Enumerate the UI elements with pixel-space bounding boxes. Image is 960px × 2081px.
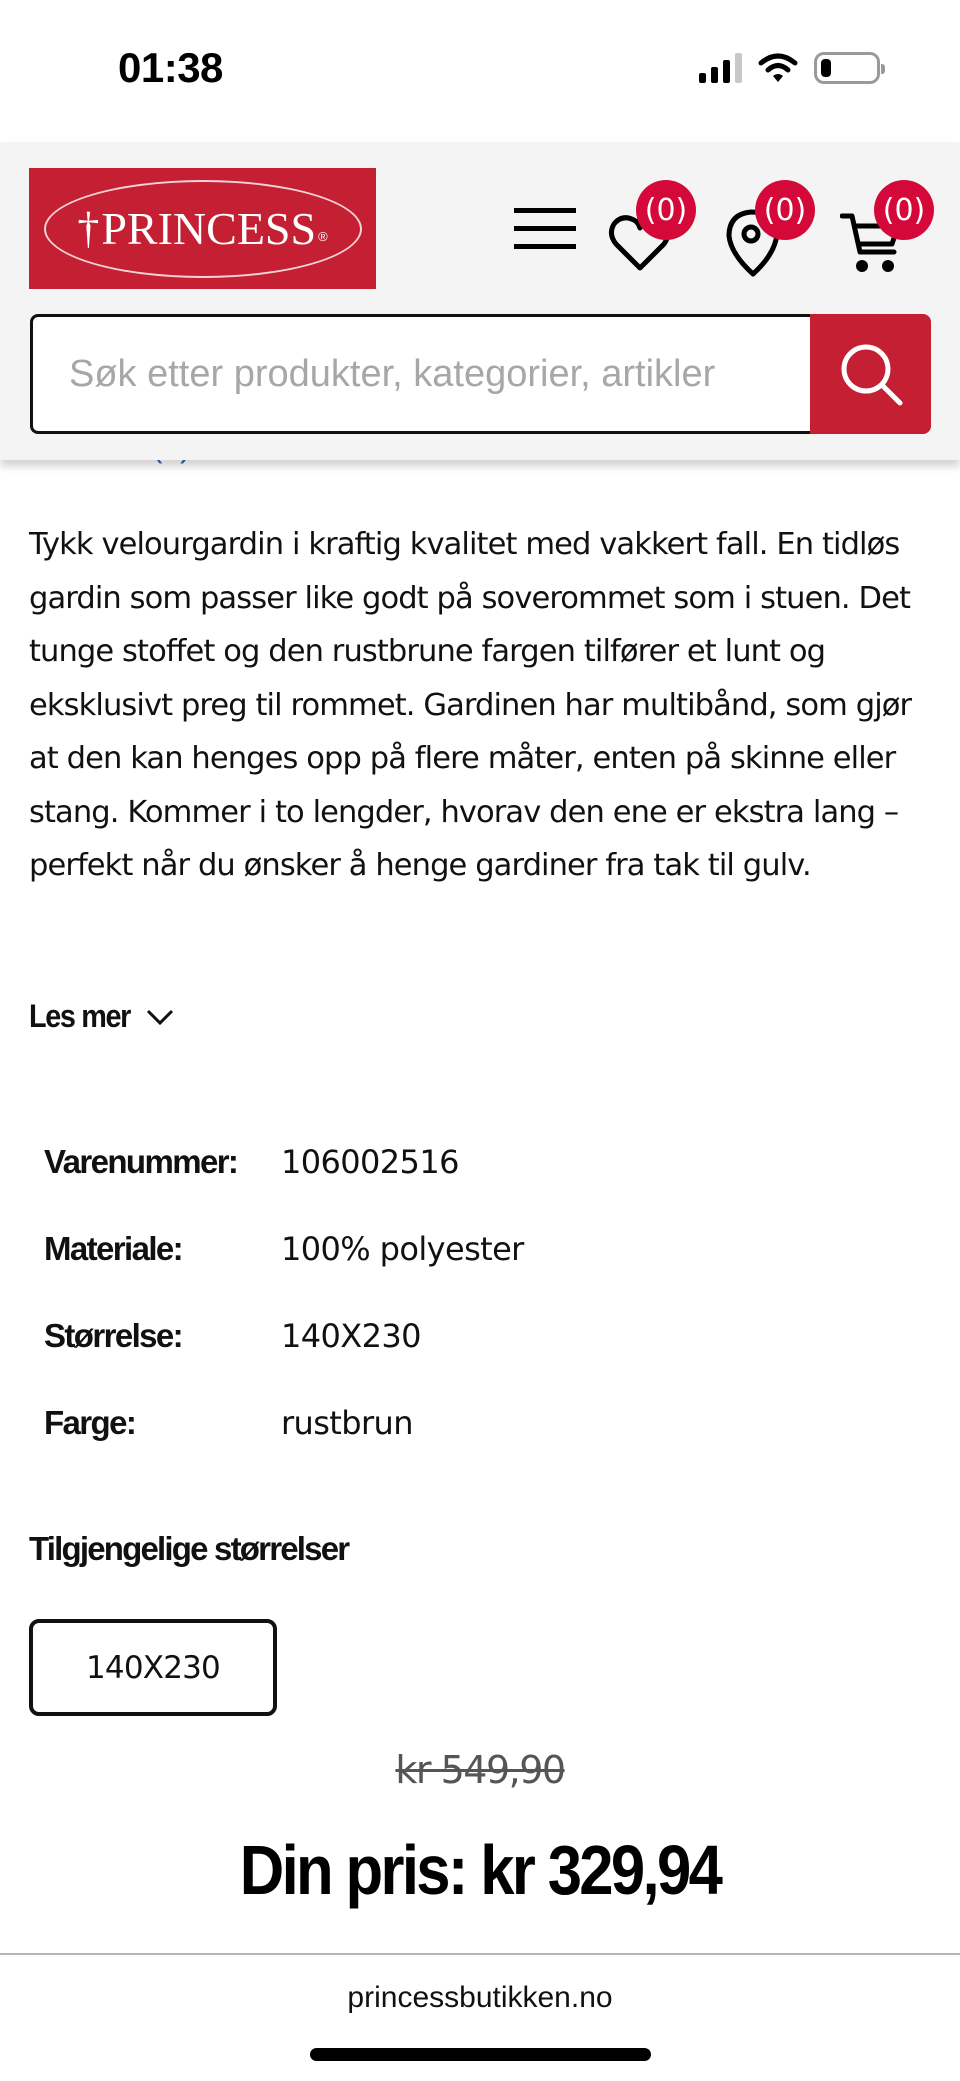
spec-label: Farge: [44, 1403, 136, 1441]
hamburger-menu-icon [514, 206, 578, 256]
status-time: 01:38 [118, 44, 223, 91]
logo-text: PRINCESS [101, 203, 317, 254]
menu-button[interactable] [510, 190, 590, 290]
logo-oval [44, 180, 362, 278]
search-button[interactable] [810, 314, 931, 434]
wishlist-count-badge: (0) [636, 180, 696, 240]
cart-count-badge: (0) [874, 180, 934, 240]
search-bar [30, 314, 931, 434]
spec-value: 140X230 [281, 1316, 421, 1355]
spec-label: Materiale: [44, 1229, 183, 1267]
store-locator-button[interactable] [725, 180, 805, 280]
spec-row-material [44, 1205, 904, 1292]
chevron-down-icon [145, 1008, 175, 1026]
cellular-signal-icon [699, 53, 742, 83]
wishlist-button[interactable] [608, 180, 688, 280]
spec-value: 106002516 [281, 1142, 459, 1181]
size-option-140x230[interactable]: 140X230 [29, 1619, 277, 1716]
available-sizes-title: Tilgjengelige størrelser [29, 1530, 349, 1567]
princess-logo[interactable] [29, 168, 376, 289]
spec-label: Størrelse: [44, 1316, 183, 1354]
crown-icon: † [77, 204, 100, 253]
stores-count-badge: (0) [755, 180, 815, 240]
browser-address-bar [0, 1953, 960, 2081]
read-more-toggle[interactable] [29, 998, 175, 1035]
spec-value: 100% polyester [281, 1229, 524, 1268]
spec-row-size [44, 1292, 904, 1379]
battery-low-icon [814, 52, 880, 84]
spec-label: Varenummer: [44, 1142, 238, 1180]
home-indicator[interactable] [310, 2048, 651, 2061]
search-input[interactable] [30, 314, 812, 434]
site-header [0, 142, 960, 460]
cart-button[interactable] [840, 180, 926, 280]
original-price: kr 549,90 [395, 1748, 565, 1792]
spec-value: rustbrun [281, 1403, 413, 1442]
status-icons [699, 52, 880, 84]
product-description: Tykk velourgardin i kraftig kvalitet med vakkert fall. En tidløs gardin som passer like godt på soverommet som i stuen. Det tunge stoffet og den rustbrune fargen tilfører et lunt og eksklusivt preg til rommet. Gardinen har multibånd, som gjør at den kan henges opp på flere måter, enten på skinne eller stang. Kommer i to lengder, hvorav den ene er ekstra lang – perfekt når du ønsker å henge gardiner fra tak til gulv. [29, 527, 912, 883]
registered-mark: ® [318, 229, 328, 244]
product-specs [44, 1118, 904, 1466]
header-nav-icons [510, 170, 950, 290]
url-text[interactable]: princessbutikken.no [347, 1981, 613, 2014]
wifi-icon [758, 53, 798, 83]
your-price: Din pris: kr 329,94 [239, 1831, 721, 1909]
read-more-label: Les mer [29, 998, 131, 1034]
spec-row-item-number [44, 1118, 904, 1205]
search-icon [836, 339, 906, 409]
spec-row-color [44, 1379, 904, 1466]
status-bar [0, 0, 960, 142]
